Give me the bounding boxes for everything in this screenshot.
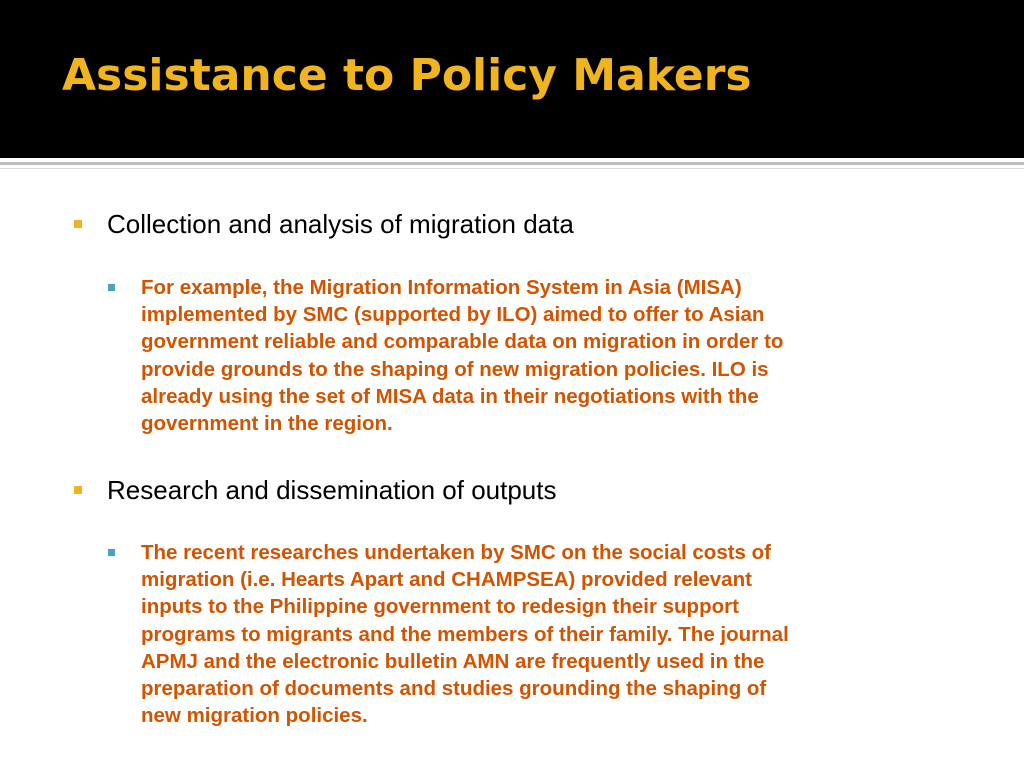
sub-bullet-line: inputs to the Philippine government to redesign their support [141,595,739,619]
square-bullet-icon [74,220,82,228]
sub-bullet-line: migration (i.e. Hearts Apart and CHAMPSEA) provided relevant [141,568,752,592]
bullet-text: Collection and analysis of migration data [107,209,574,239]
sub-bullet-line: new migration policies. [141,704,368,728]
square-sub-bullet-icon [108,284,115,291]
sub-bullet-line: The recent researches undertaken by SMC on the social costs of [141,541,772,564]
square-bullet-icon [74,486,82,494]
bullet-text: Research and dissemination of outputs [107,475,557,505]
sub-bullet-line: government in the region. [141,412,393,436]
slide-title: Assistance to Policy Makers [62,50,752,101]
sub-bullet-line: already using the set of MISA data in their negotiations with the [141,384,759,408]
sub-bullet-line: provide grounds to the shaping of new migration policies. ILO is [141,357,769,381]
sub-bullet-line: programs to migrants and the members of their family. The journal [141,622,789,646]
sub-bullet-line: government reliable and comparable data on migration in order to [141,330,784,354]
sub-bullet-text [141,274,968,437]
sub-bullet-line: implemented by SMC (supported by ILO) aimed to offer to Asian [141,303,765,327]
title-divider [0,162,1024,165]
sub-bullet-line: APMJ and the electronic bulletin AMN are frequently used in the [141,649,765,673]
sub-bullet-line: For example, the Migration Information System in Asia (MISA) [141,276,742,299]
square-sub-bullet-icon [108,549,115,556]
title-divider-thin [0,168,1024,169]
title-band [0,0,1024,158]
sub-bullet-line: preparation of documents and studies grounding the shaping of [141,677,767,701]
sub-bullet-text [141,539,968,729]
